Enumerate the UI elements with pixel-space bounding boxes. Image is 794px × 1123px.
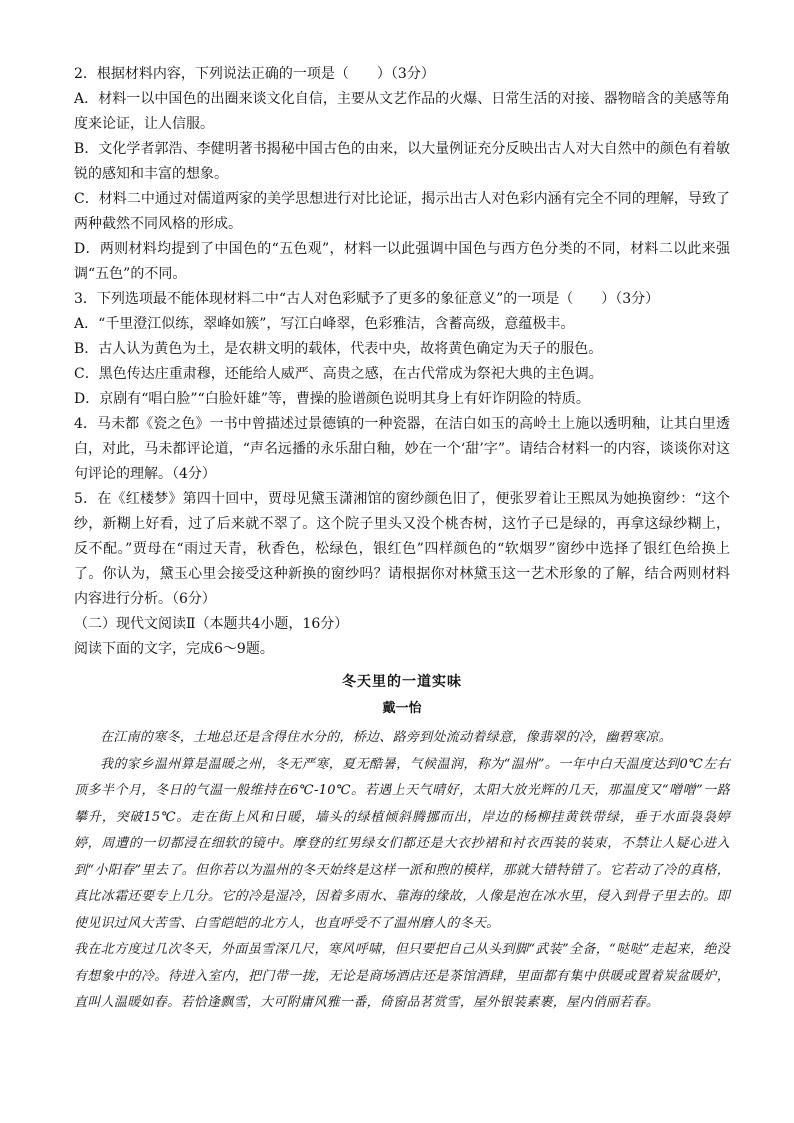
question-5-text: 5．在《红楼梦》第四十回中，贾母见黛玉潇湘馆的窗纱颜色旧了，便张罗着让王熙凤为她换窗纱：“这个纱，新糊上好看，过了后来就不翠了。这个院子里头又没个桃杏树，这竹子已是绿的，再拿这绿纱糊上，反不配。”贾母在“雨过天青，秋香色，松绿色，银红色”四样颜色的“软烟罗”窗纱中选择了银红色给换上了。你认为，黛玉心里会接受这种新换的窗纱吗？请根据你对林黛玉这一艺术形象的了解，结合两则材料内容进行分析。（6分） — [74, 491, 730, 607]
question-3-option-b: B．古人认为黄色为土，是农耕文明的载体，代表中央，故将黄色确定为天子的服色。 — [74, 341, 603, 357]
question-3 — [74, 287, 730, 412]
article-title: 冬天里的一道实味 — [342, 674, 462, 690]
article-paragraph: 我的家乡温州算是温暖之州，冬无严寒，夏无酷暑，气候温润，称为“温州”。一年中白天温度达到0℃左右顶多半个月，冬日的气温一般维持在6℃-10℃。若遇上天气晴好，太阳大放光辉的几天，那温度又“噌噌”一路攀升，突破15℃。走在街上风和日暖，墙头的绿植倾斜腾挪而出，岸边的杨柳挂黄铁带绿，垂于水面袅袅婷婷，周遭的一切都浸在细软的镜中。摩登的红男绿女们都还是大衣抄裙和衬衣西装的装束，不禁让人疑心进入到“小阳春”里去了。但你若以为温州的冬天始终是这样一派和煦的模样，那就大错特错了。它若动了冷的真格，真比冰霜还要专上几分。它的冷是湿冷，因着多雨水、靠海的缘故，人像是泡在冰水里，侵入到骨子里去的。即使见识过风大苦雪、白雪皑皑的北方人，也直呼受不了温州磨人的冬天。 — [74, 756, 730, 931]
article-paragraph: 我在北方度过几次冬天，外面虽雪深几尺，寒风呼啸，但只要把自己从头到脚“武装”全备，“哒哒”走起来，绝没有想象中的冷。待进入室内，把门带一拢，无论是商场酒店还是茶馆酒肆，里面都有集中供暖或置着炭盆暖炉，直叫人温暖如春。若恰逢飘雪，大可附庸风雅一番，倚窗品茗赏雪，屋外银装素裹，屋内俏丽若春。 — [74, 942, 730, 1010]
question-2-stem: 2．根据材料内容，下列说法正确的一项是（ ）（3分） — [74, 66, 435, 82]
question-2-option-b: B．文化学者郭浩、李健明著书揭秘中国古色的由来，以大量例证充分反映出古人对大自然中的颜色有着敏锐的感知和丰富的想象。 — [74, 141, 730, 182]
question-5 — [74, 487, 730, 612]
exam-page — [74, 62, 730, 1017]
question-2 — [74, 62, 730, 287]
article-author: 戴一怡 — [382, 701, 422, 716]
section-heading: （二）现代文阅读Ⅱ（本题共4小题，16分） — [74, 616, 349, 632]
question-3-option-c: C．黑色传达庄重肃穆，还能给人威严、高贵之感，在古代常成为祭祀大典的主色调。 — [74, 366, 603, 382]
question-3-option-a: A．“千里澄江似练，翠峰如簇”，写江白峰翠，色彩雅洁，含蓄高级，意蕴极丰。 — [74, 316, 575, 332]
question-4 — [74, 412, 730, 487]
question-2-option-c: C．材料二中通过对儒道两家的美学思想进行对比论证，揭示出古人对色彩内涵有完全不同的理解，导致了两种截然不同风格的形成。 — [74, 191, 730, 232]
question-2-option-a: A．材料一以中国色的出圈来谈文化自信，主要从文艺作品的火爆、日常生活的对接、器物暗含的美感等角度来论证，让人信服。 — [74, 91, 730, 132]
question-3-option-d: D．京剧有“唱白脸”“白脸奸雄”等，曹操的脸谱颜色说明其身上有奸诈阴险的特质。 — [74, 391, 590, 407]
question-2-option-d: D．两则材料均提到了中国色的“五色观”，材料一以此强调中国色与西方色分类的不同，材料二以此来强调“五色”的不同。 — [74, 241, 730, 282]
article-paragraph: 在江南的寒冬，土地总还是含得住水分的，桥边、路旁到处流动着绿意，像翡翠的冷，幽碧寒凉。 — [100, 730, 672, 745]
question-3-stem: 3．下列选项最不能体现材料二中“古人对色彩赋予了更多的象征意义”的一项是（ ）（3分） — [74, 291, 660, 307]
question-4-text: 4．马未都《瓷之色》一书中曾描述过景德镇的一种瓷器，在洁白如玉的高岭土上施以透明釉，让其白里透白，对此，马未都评论道，“声名远播的永乐甜白釉，妙在一个‘甜’字”。请结合材料一的内容，谈谈你对这句评论的理解。（4分） — [74, 416, 730, 482]
section-instruction: 阅读下面的文字，完成6～9题。 — [74, 641, 274, 657]
